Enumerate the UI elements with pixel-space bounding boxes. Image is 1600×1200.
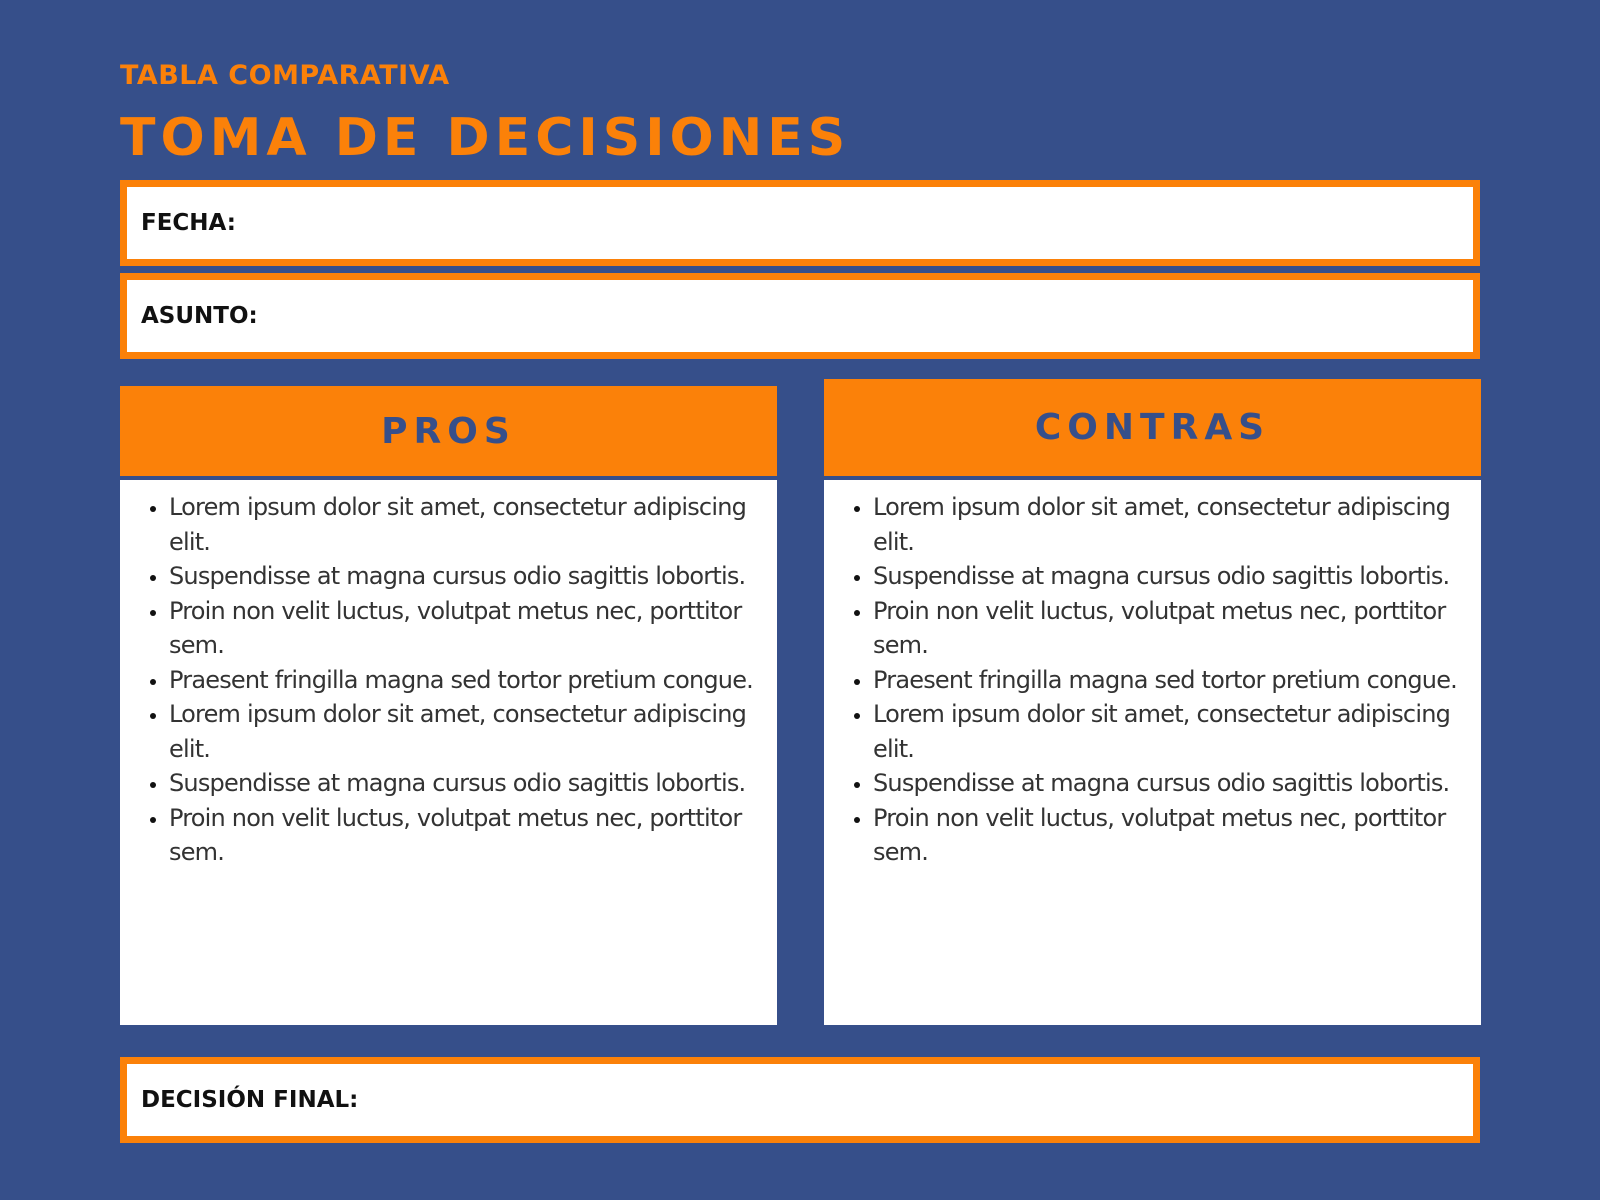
pros-list-item: • Lorem ipsum dolor sit amet, consectetur adipiscing elit. bbox=[169, 490, 757, 559]
cons-list-item: • Lorem ipsum dolor sit amet, consectetur adipiscing elit. bbox=[873, 697, 1461, 766]
pros-list-item: • Proin non velit luctus, volutpat metus nec, porttitor sem. bbox=[169, 594, 757, 663]
pros-list-item: • Suspendisse at magna cursus odio sagittis lobortis. bbox=[169, 766, 757, 801]
document-title: TOMA DE DECISIONES bbox=[120, 108, 851, 168]
cons-list-item: • Praesent fringilla magna sed tortor pretium congue. bbox=[873, 663, 1461, 698]
cons-heading: CONTRAS bbox=[1034, 407, 1271, 448]
date-field[interactable] bbox=[120, 180, 1480, 266]
cons-list-item: • Suspendisse at magna cursus odio sagittis lobortis. bbox=[873, 766, 1461, 801]
cons-panel[interactable] bbox=[824, 480, 1481, 1025]
subject-label: ASUNTO: bbox=[141, 303, 258, 329]
cons-header bbox=[824, 379, 1481, 476]
cons-list bbox=[824, 490, 1481, 870]
pros-panel[interactable] bbox=[120, 480, 777, 1025]
pros-list-item: • Lorem ipsum dolor sit amet, consectetur adipiscing elit. bbox=[169, 697, 757, 766]
cons-list-item: • Proin non velit luctus, volutpat metus nec, porttitor sem. bbox=[873, 594, 1461, 663]
pros-list bbox=[120, 490, 777, 870]
cons-list-item: • Lorem ipsum dolor sit amet, consectetur adipiscing elit. bbox=[873, 490, 1461, 559]
pros-list-item: • Praesent fringilla magna sed tortor pretium congue. bbox=[169, 663, 757, 698]
pros-list-item: • Suspendisse at magna cursus odio sagittis lobortis. bbox=[169, 559, 757, 594]
pros-heading: PROS bbox=[381, 410, 516, 452]
final-decision-field[interactable] bbox=[120, 1057, 1480, 1143]
pros-list-item: • Proin non velit luctus, volutpat metus nec, porttitor sem. bbox=[169, 801, 757, 870]
final-decision-label: DECISIÓN FINAL: bbox=[141, 1087, 359, 1113]
date-label: FECHA: bbox=[141, 210, 236, 236]
cons-list-item: • Suspendisse at magna cursus odio sagittis lobortis. bbox=[873, 559, 1461, 594]
pros-header bbox=[120, 386, 777, 476]
document-subtitle: TABLA COMPARATIVA bbox=[120, 60, 450, 91]
cons-list-item: • Proin non velit luctus, volutpat metus nec, porttitor sem. bbox=[873, 801, 1461, 870]
subject-field[interactable] bbox=[120, 273, 1480, 359]
